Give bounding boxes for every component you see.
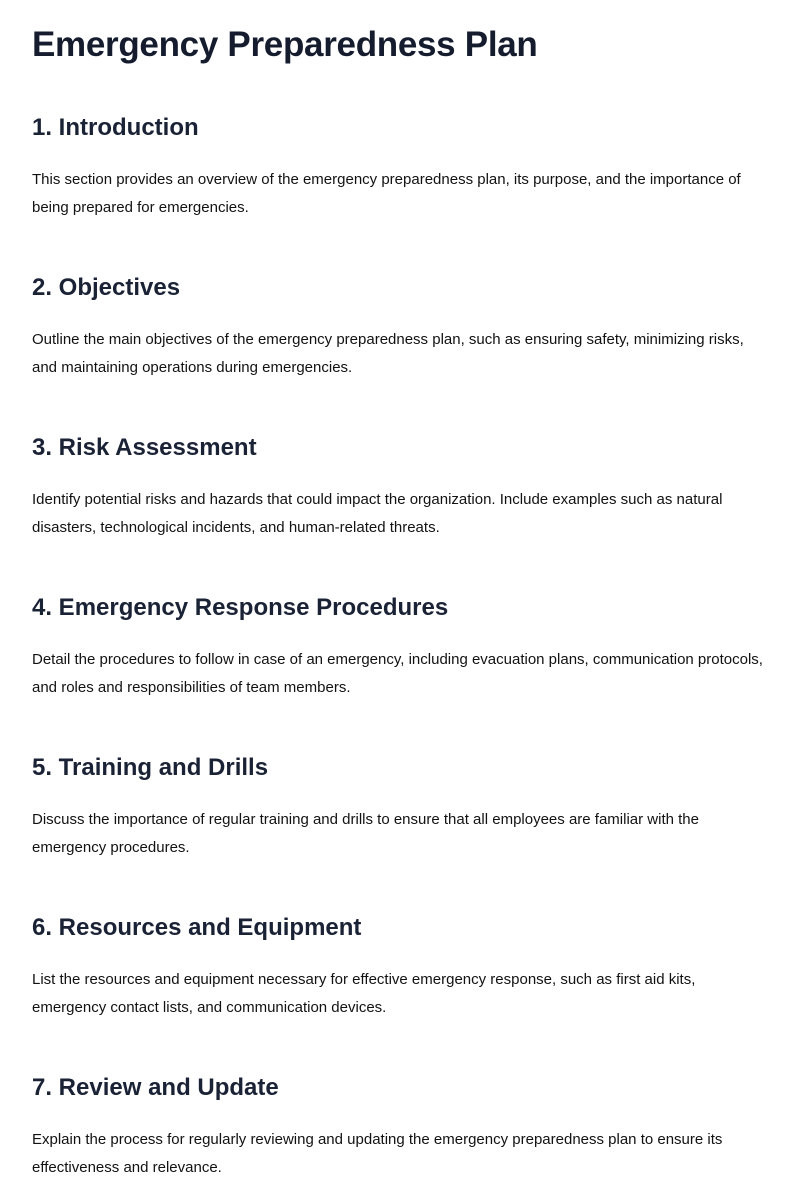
section-body: List the resources and equipment necessary for effective emergency response, such as first aid kits, emergency contact lists, and communication devices. bbox=[32, 971, 696, 1016]
section-body: Detail the procedures to follow in case of an emergency, including evacuation plans, communication protocols, and roles and responsibilities of team members. bbox=[32, 651, 763, 696]
section-body: Discuss the importance of regular training and drills to ensure that all employees are familiar with the emergency procedures. bbox=[32, 811, 699, 856]
section-heading: 4. Emergency Response Procedures bbox=[32, 594, 449, 621]
section-heading: 1. Introduction bbox=[32, 114, 199, 141]
section-introduction bbox=[32, 112, 768, 222]
section-heading: 2. Objectives bbox=[32, 274, 181, 301]
page-title: Emergency Preparedness Plan bbox=[32, 25, 538, 64]
section-body: Identify potential risks and hazards that could impact the organization. Include examples such as natural disasters, technological incidents, and human-related threats. bbox=[32, 491, 723, 536]
section-objectives bbox=[32, 272, 768, 382]
section-heading: 3. Risk Assessment bbox=[32, 434, 257, 461]
section-risk-assessment bbox=[32, 432, 768, 542]
section-body: This section provides an overview of the emergency preparedness plan, its purpose, and the importance of being prepared for emergencies. bbox=[32, 171, 741, 216]
section-heading: 6. Resources and Equipment bbox=[32, 914, 362, 941]
section-review-and-update bbox=[32, 1072, 768, 1182]
section-training-and-drills bbox=[32, 752, 768, 862]
section-body: Explain the process for regularly reviewing and updating the emergency preparedness plan to ensure its effectiveness and relevance. bbox=[32, 1131, 723, 1176]
section-heading: 5. Training and Drills bbox=[32, 754, 269, 781]
section-resources-and-equipment bbox=[32, 912, 768, 1022]
section-body: Outline the main objectives of the emergency preparedness plan, such as ensuring safety, minimizing risks, and maintaining operations during emergencies. bbox=[32, 331, 744, 376]
section-emergency-response-procedures bbox=[32, 592, 768, 702]
section-heading: 7. Review and Update bbox=[32, 1074, 279, 1101]
